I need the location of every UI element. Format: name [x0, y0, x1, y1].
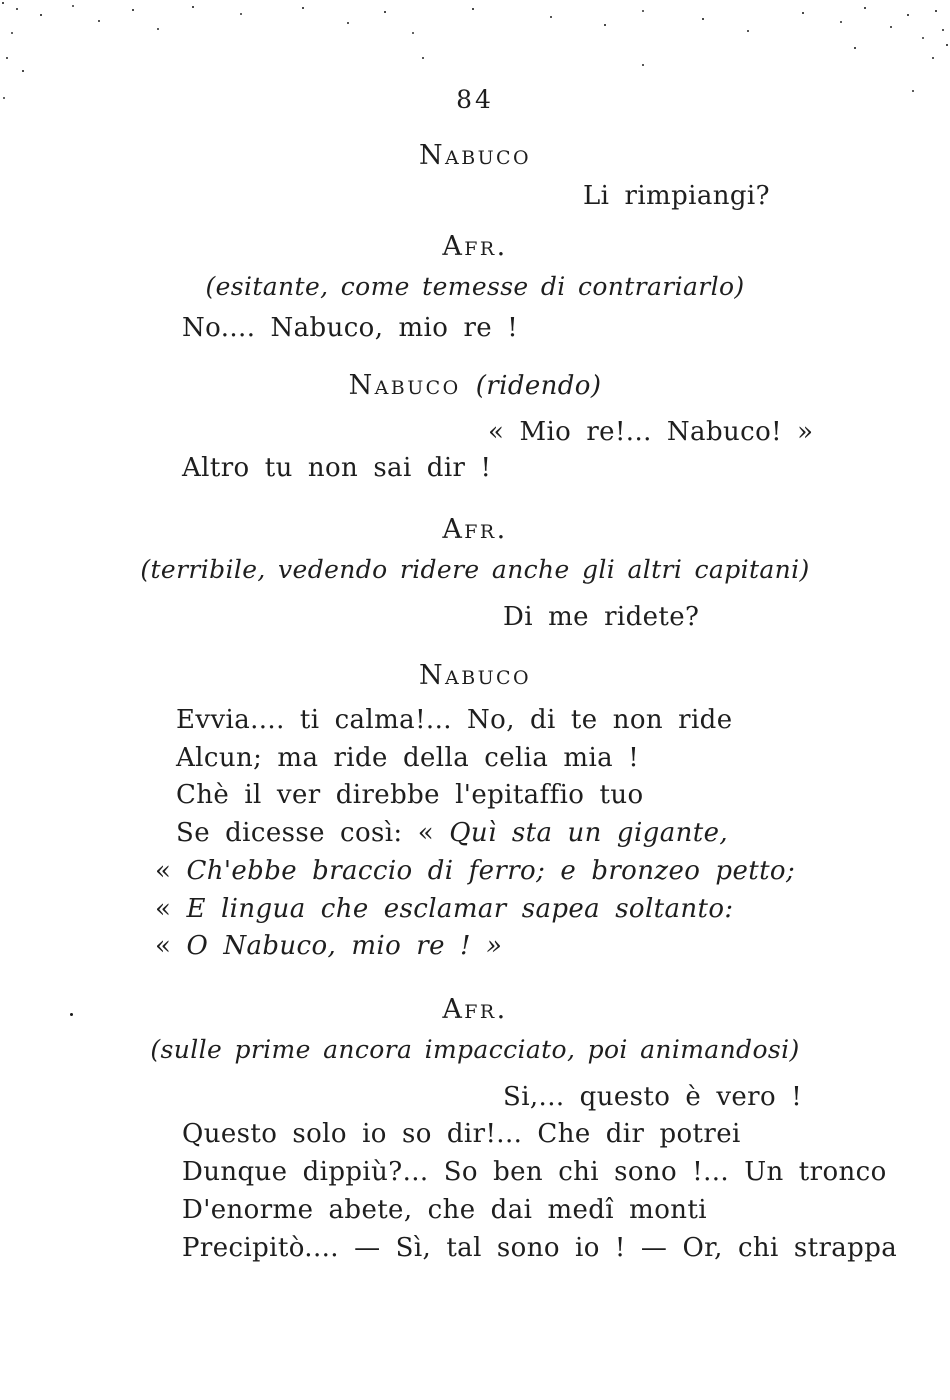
speaker-name-text: Nabuco [348, 370, 461, 401]
verse-line [176, 706, 733, 736]
verse-line [182, 1120, 741, 1150]
roman-text: Di me ridete? [503, 602, 700, 632]
roman-text: Questo solo io so dir!... Che dir potrei [182, 1119, 741, 1149]
verse-line [182, 1158, 887, 1188]
verse-line [182, 1234, 897, 1264]
speaker-heading-nabuco [0, 660, 950, 692]
roman-text: Si,... questo è vero ! [503, 1082, 803, 1112]
roman-text: Precipitò.... — Sì, tal sono io ! — Or, chi strappa [182, 1233, 898, 1263]
roman-text: « [155, 931, 187, 961]
italic-text: E lingua che esclamar sapea soltanto: [186, 894, 734, 924]
verse-line [176, 781, 644, 811]
stage-direction [0, 273, 950, 302]
verse-line-quoted [155, 895, 734, 925]
speaker-name-text: Afr. [442, 514, 508, 545]
dialogue-line [488, 418, 813, 448]
verse-line-quoted [155, 932, 502, 962]
italic-text: Ch'ebbe braccio di ferro; e bronzeo petto; [186, 856, 796, 886]
dialogue-line [583, 182, 770, 212]
stage-direction [0, 1036, 950, 1065]
verse-line-quoted [155, 857, 795, 887]
speaker-name-text: Nabuco [418, 140, 531, 171]
roman-text: Se dicesse così: « [176, 818, 450, 848]
roman-text: « Mio re!... Nabuco! » [488, 417, 814, 447]
italic-text: O Nabuco, mio re ! » [186, 931, 503, 961]
roman-text: D'enorme abete, che dai medî monti [182, 1195, 707, 1225]
dialogue-line [503, 1083, 802, 1113]
speaker-name-text: Afr. [442, 231, 508, 262]
speaker-name-text: Afr. [442, 994, 508, 1025]
verse-line [182, 314, 518, 344]
roman-text: Chè il ver direbbe l'epitaffio tuo [176, 780, 644, 810]
speaker-heading-afr [0, 994, 950, 1026]
speaker-heading-nabuco [0, 140, 950, 172]
verse-line [176, 744, 639, 774]
speaker-heading-nabuco-ridendo [0, 370, 950, 402]
speaker-heading-afr [0, 514, 950, 546]
page-number: 84 [456, 85, 494, 114]
roman-text: « [155, 894, 187, 924]
italic-text: (esitante, come temesse di contrariarlo) [205, 272, 745, 301]
roman-text: Dunque dippiù?... So ben chi sono !... Un tronco [182, 1157, 887, 1187]
dialogue-line [503, 603, 699, 633]
speaker-name-text: Nabuco [418, 660, 531, 691]
verse-line [182, 454, 491, 484]
roman-text [461, 371, 476, 401]
verse-line [176, 819, 728, 849]
roman-text: « [155, 856, 187, 886]
roman-text: Alcun; ma ride della celia mia ! [176, 743, 640, 773]
scan-noise-top [2, 2, 4, 4]
verse-line [182, 1196, 707, 1226]
roman-text: Evvia.... ti calma!... No, di te non ride [176, 705, 733, 735]
roman-text: No.... Nabuco, mio re ! [182, 313, 519, 343]
italic-text: (terribile, vedendo ridere anche gli altri capitani) [140, 555, 810, 584]
italic-text: (sulle prime ancora impacciato, poi animandosi) [150, 1035, 800, 1064]
italic-text: Quì sta un gigante, [449, 818, 728, 848]
roman-text: Altro tu non sai dir ! [182, 453, 492, 483]
stage-direction [0, 556, 950, 585]
speaker-heading-afr [0, 231, 950, 263]
italic-text: (ridendo) [475, 371, 602, 401]
roman-text: Li rimpiangi? [583, 181, 770, 211]
